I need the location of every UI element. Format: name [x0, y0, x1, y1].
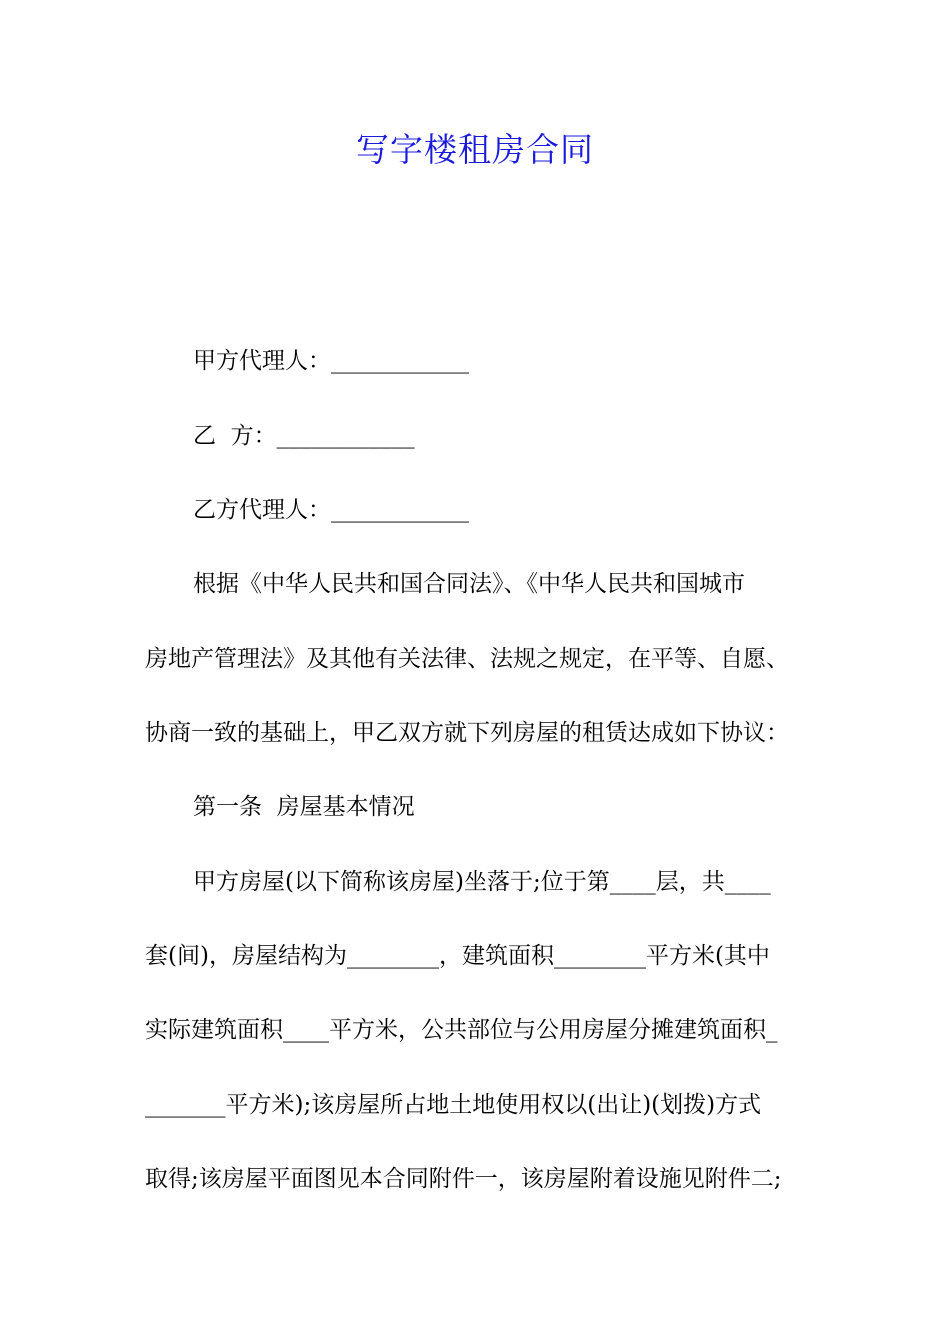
document-title: 写字楼租房合同 — [356, 130, 594, 169]
paragraph-line: 协商一致的基础上，甲乙双方就下列房屋的租赁达成如下协议： — [145, 720, 789, 746]
paragraph-line: 根据《中华人民共和国合同法》、《中华人民共和国城市 — [193, 571, 745, 597]
paragraph-line: 甲方房屋(以下简称该房屋)坐落于;位于第____层，共____ — [193, 869, 771, 895]
paragraph-line: _______平方米);该房屋所占地土地使用权以(出让)(划拨)方式 — [145, 1092, 762, 1118]
paragraph-line: 取得;该房屋平面图见本合同附件一，该房屋附着设施见附件二; — [145, 1166, 782, 1192]
paragraph-line: 套(间)，房屋结构为________，建筑面积________平方米(其中 — [145, 943, 770, 969]
party-a-agent-line: 甲方代理人：____________ — [193, 348, 469, 374]
article-heading: 第一条 房屋基本情况 — [193, 794, 415, 820]
party-b-agent-line: 乙方代理人：____________ — [193, 497, 469, 523]
paragraph-line: 实际建筑面积____平方米，公共部位与公用房屋分摊建筑面积_ — [145, 1017, 778, 1043]
party-b-line: 乙 方：____________ — [193, 423, 415, 449]
paragraph-line: 房地产管理法》及其他有关法律、法规之规定，在平等、自愿、 — [145, 646, 789, 672]
